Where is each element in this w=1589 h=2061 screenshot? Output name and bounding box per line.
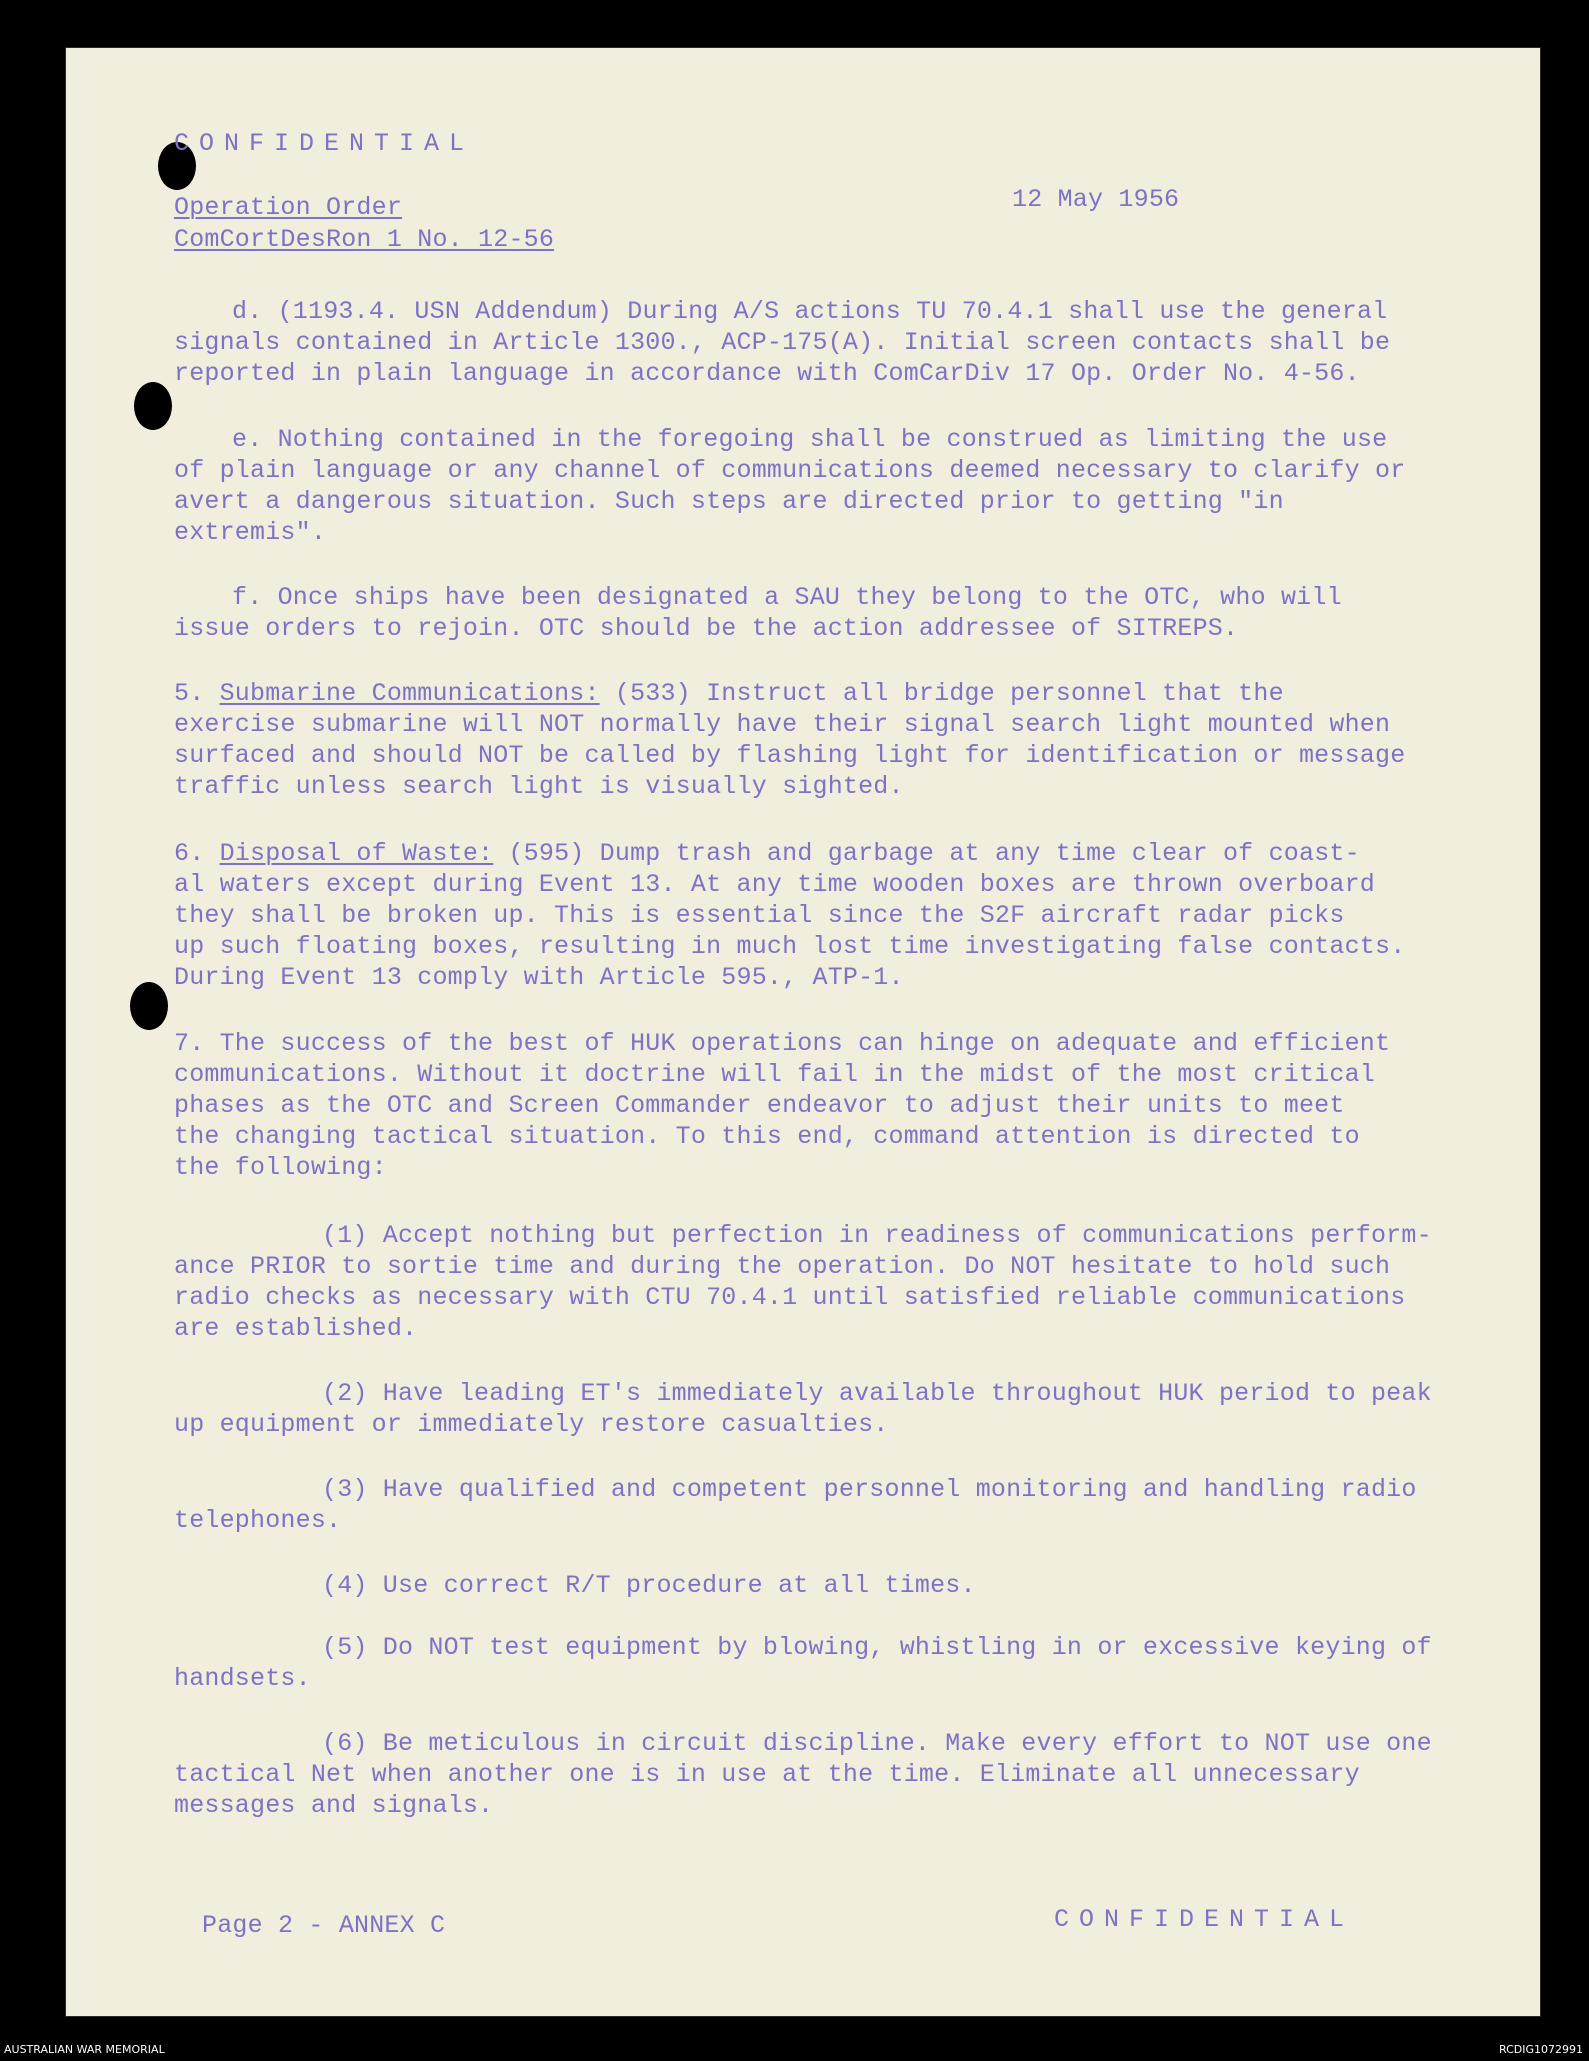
paragraph-line: 7. The success of the best of HUK operations can hinge on adequate and efficient [174,1029,1391,1058]
list-item-line: (2) Have leading ET's immediately available throughout HUK period to peak [322,1379,1432,1408]
paragraph-line: f. Once ships have been designated a SAU they belong to the OTC, who will [232,583,1342,612]
list-item-line: (3) Have qualified and competent personnel monitoring and handling radio [322,1475,1417,1504]
paragraph-line: issue orders to rejoin. OTC should be the action addressee of SITREPS. [174,614,1239,643]
punch-hole [134,382,172,430]
paragraph-line: up such floating boxes, resulting in much lost time investigating false contacts. [174,932,1406,961]
list-item-line: radio checks as necessary with CTU 70.4.1 until satisfied reliable communications [174,1283,1406,1312]
classification-footer: CONFIDENTIAL [1054,1905,1355,1934]
list-item-line: (1) Accept nothing but perfection in readiness of communications perform- [322,1221,1432,1250]
list-item-line: ance PRIOR to sortie time and during the operation. Do NOT hesitate to hold such [174,1252,1391,1281]
list-item-line: are established. [174,1314,418,1343]
archive-id: RCDIG1072991 [1498,2043,1583,2056]
paragraph-line: d. (1193.4. USN Addendum) During A/S actions TU 70.4.1 shall use the general [232,297,1388,326]
section-number: 5. [174,679,205,708]
list-item-line: messages and signals. [174,1791,494,1820]
paragraph-line: the changing tactical situation. To this end, command attention is directed to [174,1122,1360,1151]
paragraph-line: During Event 13 comply with Article 595., ATP-1. [174,963,904,992]
operation-order-title: Operation Order [174,193,403,222]
list-item-line: telephones. [174,1506,342,1535]
paragraph-line: surfaced and should NOT be called by flashing light for identification or message [174,741,1406,770]
paragraph-line: phases as the OTC and Screen Commander endeavor to adjust their units to meet [174,1091,1345,1120]
section-heading: Submarine Communications: [219,679,600,708]
paragraph-line [174,838,1360,870]
paragraph-line: signals contained in Article 1300., ACP-175(A). Initial screen contacts shall be [174,328,1391,357]
paragraph-line: e. Nothing contained in the foregoing shall be construed as limiting the use [232,425,1388,454]
operation-order-number: ComCortDesRon 1 No. 12-56 [174,225,555,254]
section-heading: Disposal of Waste: [219,839,494,868]
list-item-line: tactical Net when another one is in use at the time. Eliminate all unnecessary [174,1760,1360,1789]
document-page [66,48,1540,2016]
punch-hole [130,982,168,1030]
paragraph-line: traffic unless search light is visually sighted. [174,772,904,801]
section-text: (533) Instruct all bridge personnel that the [599,679,1284,708]
paragraph-line: reported in plain language in accordance with ComCarDiv 17 Op. Order No. 4-56. [174,359,1360,388]
paragraph-line: communications. Without it doctrine will fail in the midst of the most critical [174,1060,1375,1089]
list-item-line: (6) Be meticulous in circuit discipline. Make every effort to NOT use one [322,1729,1432,1758]
classification-header: CONFIDENTIAL [174,129,475,158]
paragraph-line: of plain language or any channel of communications deemed necessary to clarify or [174,456,1406,485]
section-text: (595) Dump trash and garbage at any time clear of coast- [493,839,1360,868]
page-number: Page 2 - ANNEX C [202,1911,446,1940]
paragraph-line: exercise submarine will NOT normally have their signal search light mounted when [174,710,1391,739]
list-item-line: up equipment or immediately restore casualties. [174,1410,889,1439]
paragraph-line: extremis". [174,518,327,547]
list-item-line: (4) Use correct R/T procedure at all times. [322,1571,976,1600]
paragraph-line: they shall be broken up. This is essential since the S2F aircraft radar picks [174,901,1345,930]
archive-footer [0,2040,1589,2061]
paragraph-line: avert a dangerous situation. Such steps are directed prior to getting "in [174,487,1284,516]
paragraph-line: the following: [174,1153,387,1182]
document-date: 12 May 1956 [1012,185,1180,214]
paragraph-line [174,678,1284,710]
archive-name: AUSTRALIAN WAR MEMORIAL [4,2043,165,2056]
paragraph-line: al waters except during Event 13. At any time wooden boxes are thrown overboard [174,870,1375,899]
list-item-line: handsets. [174,1664,311,1693]
section-number: 6. [174,839,205,868]
list-item-line: (5) Do NOT test equipment by blowing, whistling in or excessive keying of [322,1633,1432,1662]
